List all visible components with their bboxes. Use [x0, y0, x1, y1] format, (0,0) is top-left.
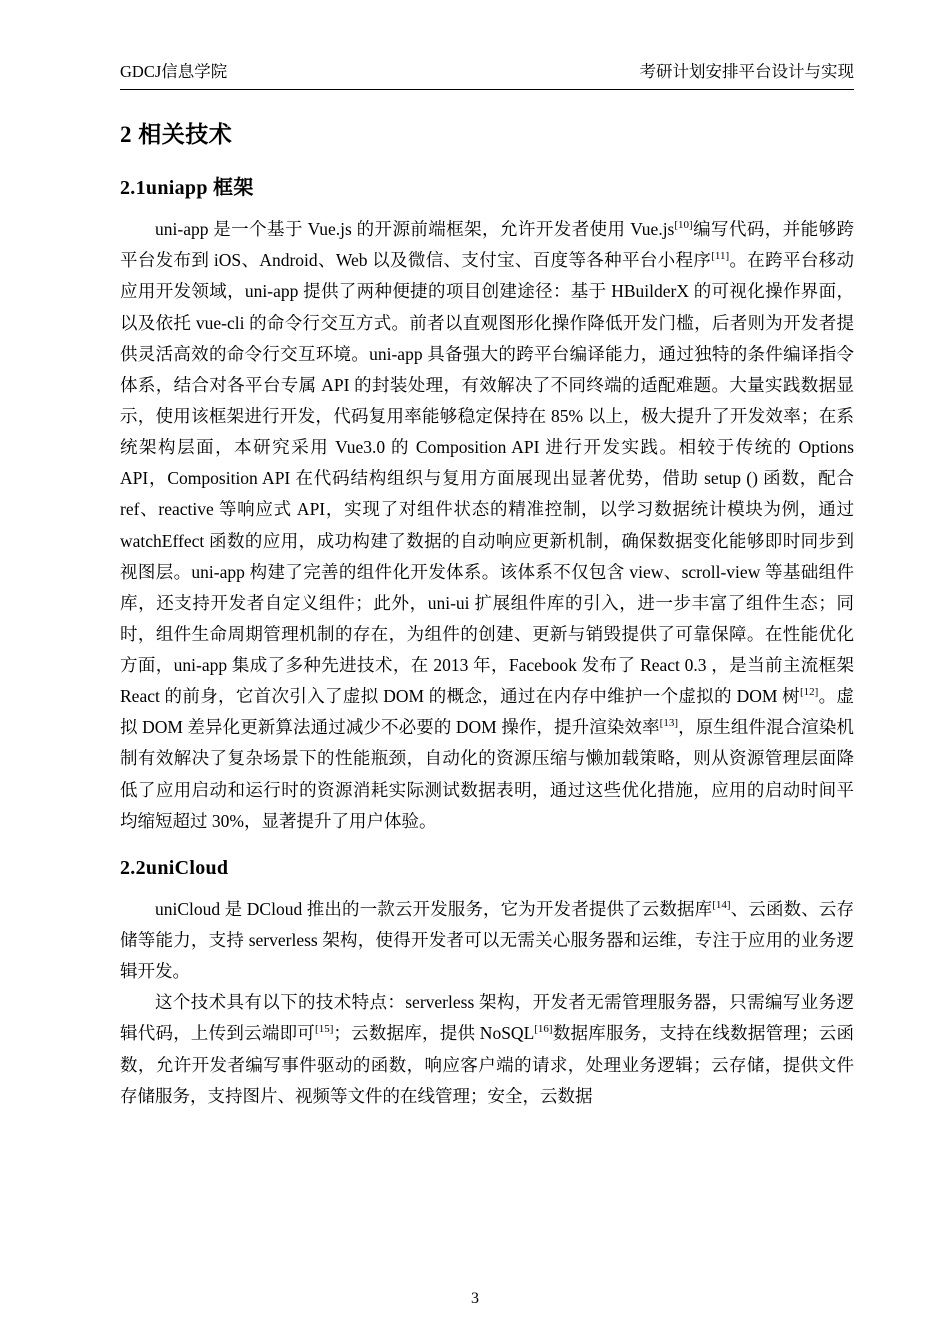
paragraph-unicloud-features	[120, 987, 854, 1112]
paragraph-text: 这个技术具有以下的技术特点：serverless 架构，开发者无需管理服务器，只需编写业务逻辑代码，上传到云端即可[15]；云数据库，提供 NoSQL[16]数据库服务，支持在线数据管理；云函数，允许开发者编写事件驱动的函数，响应客户端的请求，处理业务逻辑；云存储，提供文件存储服务，支持图片、视频等文件的在线管理；安全，云数据	[120, 992, 855, 1106]
header-institution: GDCJ信息学院	[120, 62, 228, 81]
page-header	[120, 60, 854, 90]
section-heading-2-2: 2.2uniCloud	[120, 856, 229, 879]
chapter-heading: 2 相关技术	[120, 122, 233, 148]
paragraph-uniapp-intro	[120, 214, 854, 837]
paragraph-text: uniCloud 是 DCloud 推出的一款云开发服务，它为开发者提供了云数据库[14]、云函数、云存储等能力，支持 serverless 架构，使得开发者可以无需关心服务器和运维，专注于应用的业务逻辑开发。	[120, 898, 854, 982]
paragraph-unicloud-intro	[120, 894, 854, 987]
section-heading-2-1: 2.1uniapp 框架	[120, 177, 254, 200]
header-title: 考研计划安排平台设计与实现	[639, 62, 854, 81]
page-number: 3	[471, 1290, 479, 1307]
paragraph-text: uni-app 是一个基于 Vue.js 的开源前端框架，允许开发者使用 Vue.js[10]编写代码，并能够跨平台发布到 iOS、Android、Web 以及微信、支付宝、百度等各种平台小程序[11]。在跨平台移动应用开发领域，uni-app 提供了两种便捷的项目创建途径：基于 HBuilderX 的可视化操作界面，以及依托 vue-cli 的命令行交互方式。前者以直观图形化操作降低开发门槛，后者则为开发者提供灵活高效的命令行交互环境。uni-app 具备强大的跨平台编译能力，通过独特的条件编译指令体系，结合对各平台专属 API 的封装处理，有效解决了不同终端的适配难题。大量实践数据显示，使用该框架进行开发，代码复用率能够稳定保持在 85% 以上，极大提升了开发效率；在系统架构层面，本研究采用 Vue3.0 的 Composition API 进行开发实践。相较于传统的 Options API，Composition API 在代码结构组织与复用方面展现出显著优势，借助 setup () 函数，配合 ref、reactive 等响应式 API，实现了对组件状态的精准控制，以学习数据统计模块为例，通过 watchEffect 函数的应用，成功构建了数据的自动响应更新机制，确保数据变化能够即时同步到视图层。uni-app 构建了完善的组件化开发体系。该体系不仅包含 view、scroll-view 等基础组件库，还支持开发者自定义组件；此外，uni-ui 扩展组件库的引入，进一步丰富了组件生态；同时，组件生命周期管理机制的存在，为组件的创建、更新与销毁提供了可靠保障。在性能优化方面，uni-app 集成了多种先进技术，在 2013 年，Facebook 发布了 React 0.3 ，是当前主流框架 React 的前身，它首次引入了虚拟 DOM 的概念，通过在内存中维护一个虚拟的 DOM 树[12]。虚拟 DOM 差异化更新算法通过减少不必要的 DOM 操作，提升渲染效率[13]，原生组件混合渲染机制有效解决了复杂场景下的性能瓶颈，自动化的资源压缩与懒加载策略，则从资源管理层面降低了应用启动和运行时的资源消耗实际测试数据表明，通过这些优化措施，应用的启动时间平均缩短超过 30%，显著提升了用户体验。	[120, 219, 855, 831]
